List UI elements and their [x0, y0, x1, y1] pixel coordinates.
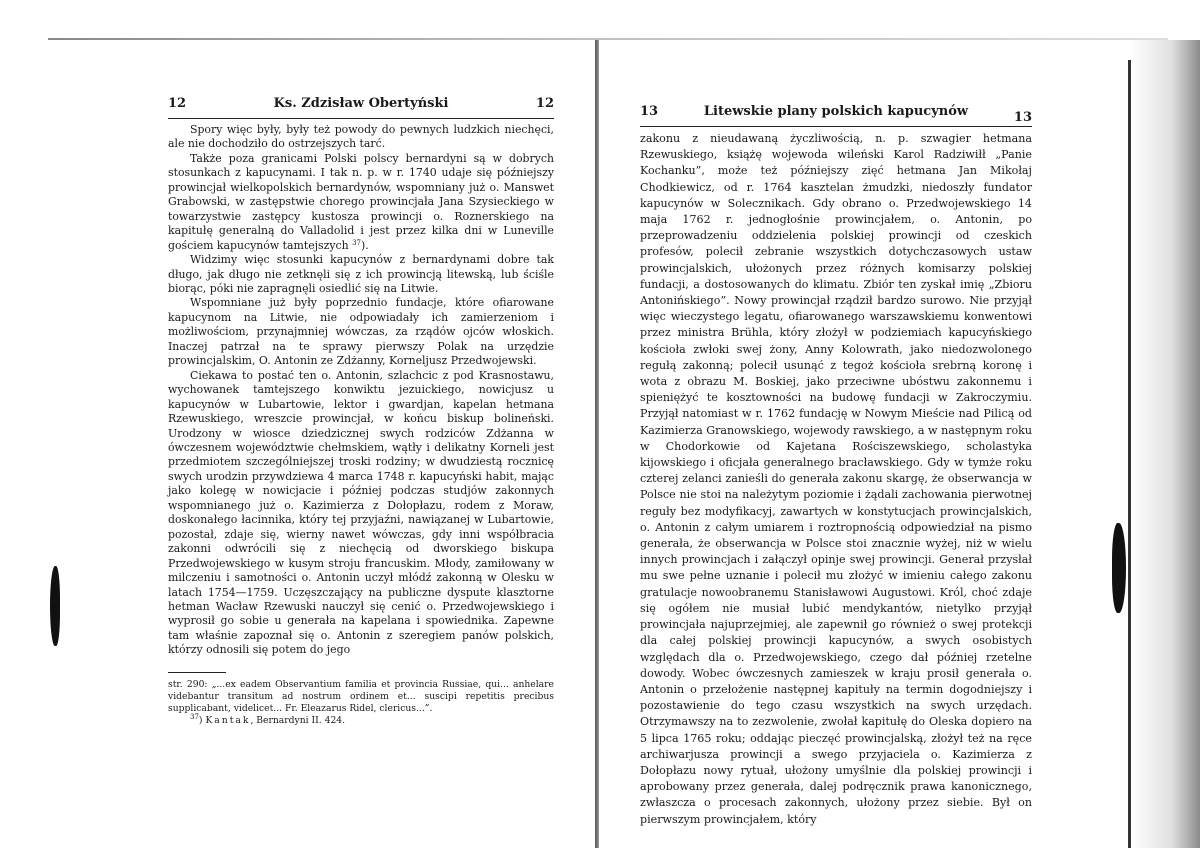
left-body-text [168, 123, 554, 658]
footnote-author: Kantak [205, 715, 251, 727]
footnote: str. 290: „...ex eadem Observantium familia et provincia Russiae, qui... anhelare videbantur transitum ad nostrum ordinem et... suscipi repetitis precibus supplicabant, videlicet... Fr. Eleazarus Ridel, clericus...”. [168, 678, 554, 715]
paragraph: Wspomniane już były poprzednio fundacje, które ofiarowane kapucynom na Litwie, nie odpowiadały ich zamierzeniom i możliwościom, przynajmniej wówczas, za rządów ojców włoskich. Inaczej patrzał na te sprawy pierwszy Polak na urzędzie prowincjalskim, O. Antonin ze Zdżanny, Korneljusz Przedwojewski. [168, 296, 554, 368]
left-head-rule [168, 118, 554, 119]
paragraph: Widzimy więc stosunki kapucynów z bernardynami dobre tak długo, jak długo nie zetknęli się z ich prowincją litewską, lub ściśle biorąc, póki nie zapragnęli osiedlić się na Litwie. [168, 253, 554, 295]
left-page [168, 96, 554, 728]
footnote-ref: 37 [352, 238, 361, 247]
paragraph-text: Także poza granicami Polski polscy bernardyni są w dobrych stosunkach z kapucynami. I tak n. p. w r. 1740 udaje się późniejszy prowincjał wielkopolskich bernardynów, wspomniany już o. Manswet Grabowski, w zastępstwie chorego prowincjała Jana Szysieckiego w towarzystwie zastępcy kustosza prowincji o. Roznerskiego na kapitułę generalną do Valladolid i jest przez kilka dni w Luneville gościem kapucynów tamtejszych [168, 151, 554, 252]
left-page-number-right: 12 [535, 96, 554, 111]
footnote-rule [168, 672, 226, 673]
right-head-rule [640, 126, 1032, 127]
scan-blot-left [50, 566, 60, 646]
right-page-number: 13 [640, 104, 659, 119]
footnote-marker: 37 [190, 713, 199, 722]
paragraph: zakonu z nieudawaną życzliwością, n. p. szwagier hetmana Rzewuskiego, książę wojewoda wileński Karol Radziwiłł „Panie Kochanku”, może też późniejszy zięć hetmana Jan Mikołaj Chodkiewicz, od r. 1764 kasztelan żmudzki, niedoszły fundator kapucynów w Solecznikach. Gdy obrano o. Przedwojewskiego 14 maja 1762 r. jednogłośnie prowincjałem, o. Antonin, po przeprowadzeniu oddzielenia polskiej prowincji od czeskich profesów, polecił zebranie wszystkich dotychczasowych ustaw prowincjalskich, ułożonych przez różnych komisarzy polskiej fundacji, a dostosowanych do klimatu. Zbiór ten zyskał imię „Zbioru Antonińskiego”. Nowy prowincjał rządził bardzo surowo. Nie przyjął więc wieczystego legatu, ofiarowanego warszawskiemu konwentowi przez ministra Brühla, który złożył w podziemiach kapucyńskiego kościoła zwłoki swej żony, Anny Kolowrath, jako niedozwolonego regułą zakonną; polecił usunąć z tegoż kościoła srebrną koronę i wota z obrazu M. Boskiej, jako przeciwne ubóstwu zakonnemu i spieniężyć te kosztowności na budowę fundacji w Zakroczymiu. Przyjął natomiast w r. 1762 fundację w Nowym Mieście nad Pilicą od Kazimierza Granowskiego, wojewody rawskiego, a w następnym roku w Chodorkowie od Kajetana Rościszewskiego, scholastyka kijowskiego i oficjała generalnego bracławskiego. Gdy w tymże roku czterej zelanci zanieśli do generała zakonu skargę, że obserwancja w Polsce nie stoi na należytym poziomie i żądali zachowania pierwotnej reguły bez modyfikacyj, zawartych w konstytucjach prowincjalskich, o. Antonin z całym umiarem i roztropnością odpowiedział na pismo generała, że obserwancja w Polsce stoi znacznie wyżej, niż w wielu innych prowincjach i załączył opinje swej prowincji. Generał przysłał mu swe pełne uznanie i polecił mu złożyć w imieniu całego zakonu gratulacje nowoobranemu Stanisławowi Augustowi. Król, choć zdaje się ogółem nie musiał lubić mendykantów, nietylko przyjął prowincjała najuprzejmiej, ale zapewnił go również o swej protekcji dla całej polskiej prowincji kapucynów, a swych osobistych względach dla o. Przedwojewskiego, czego dał później rzetelne dowody. Wobec ówczesnych zamieszek w kraju prosił generała o. Antonin o przełożenie następnej kapituły na termin dogodniejszy i pozostawienie do tego czasu wszystkich na swych urzędach. Otrzymawszy na to zezwolenie, zwołał kapitułę do Oleska dopiero na 5 lipca 1765 roku; oddając pieczęć prowincjalską, złożył też na ręce archiwarjusza prowincji a swego przyjaciela o. Kazimierza z Dołopłazu nowy rytuał, ułożony umyślnie dla polskiej prowincji i aprobowany przez generała, dalej podręcznik prawa kanonicznego, zwłaszcza o procesach zakonnych, ułożony przez siebie. Był on pierwszym prowincjałem, który [640, 132, 1032, 826]
right-body-text [640, 131, 1032, 828]
paragraph [168, 152, 554, 253]
paragraph: Ciekawa to postać ten o. Antonin, szlachcic z pod Krasnostawu, wychowanek tamtejszego konwiktu jezuickiego, nowicjusz u kapucynów w Lubartowie, lektor i gwardjan, kapelan hetmana Rzewuskiego, wreszcie prowincjał, w końcu biskup bolineński. Urodzony w wiosce dziedzicznej swych rodziców Zdżanna w ówczesnem województwie chełmskiem, wątły i delikatny Korneli jest przedmiotem szczególniejszej troski rodziny; w dwudziestą rocznicę swych urodzin przywdziewa 4 marca 1748 r. kapucyński habit, mając jako kolegę w nowicjacie i później podczas studjów zakonnych wspomnianego już o. Kazimierza z Dołopłazu, rodem z Moraw, doskonałego łacinnika, który tej przyjaźni, nawiązanej w Lubartowie, pozostał, zdaje się, wierny nawet wówczas, gdy inni współbracia zakonni odwrócili się z niechęcią od dworskiego biskupa Przedwojewskiego w kusym stroju francuskim. Młody, zamiłowany w milczeniu i samotności o. Antonin uczył młódź zakonną w Olesku w latach 1754—1759. Uczęszczający na publiczne dyspute klasztorne hetman Wacław Rzewuski nauczył się cenić o. Przedwojewskiego i wyprosił go sobie u generała na kapelana i spowiednika. Zapewne tam właśnie zapoznał się o. Antonin z szeregiem panów polskich, którzy odnosili się potem do jego [168, 368, 554, 657]
right-page [640, 104, 1032, 828]
right-running-title: Litewskie plany polskich kapucynów [703, 104, 969, 119]
scan-top-edge [48, 38, 1168, 40]
scan-right-border [1128, 60, 1131, 848]
page-edge-shadow [1130, 40, 1200, 848]
book-gutter [595, 40, 599, 848]
right-page-number-right: 13 [1013, 110, 1032, 125]
footnote: $^{37}$) Kantak, Bernardyni II. 424. [190, 713, 346, 727]
paragraph: Spory więc były, były też powody do pewnych ludzkich niechęci, ale nie dochodziło do ostrzejszych tarć. [168, 123, 554, 151]
paragraph-end: ). [361, 238, 369, 252]
left-running-head [168, 96, 554, 116]
left-page-number: 12 [168, 96, 187, 111]
right-running-head [640, 104, 1032, 124]
left-running-title: Ks. Zdzisław Obertyński [273, 96, 449, 111]
footnotes [168, 679, 554, 728]
footnote-text: , Bernardyni II. 424. [250, 715, 346, 727]
scan-blot-right [1112, 523, 1126, 613]
